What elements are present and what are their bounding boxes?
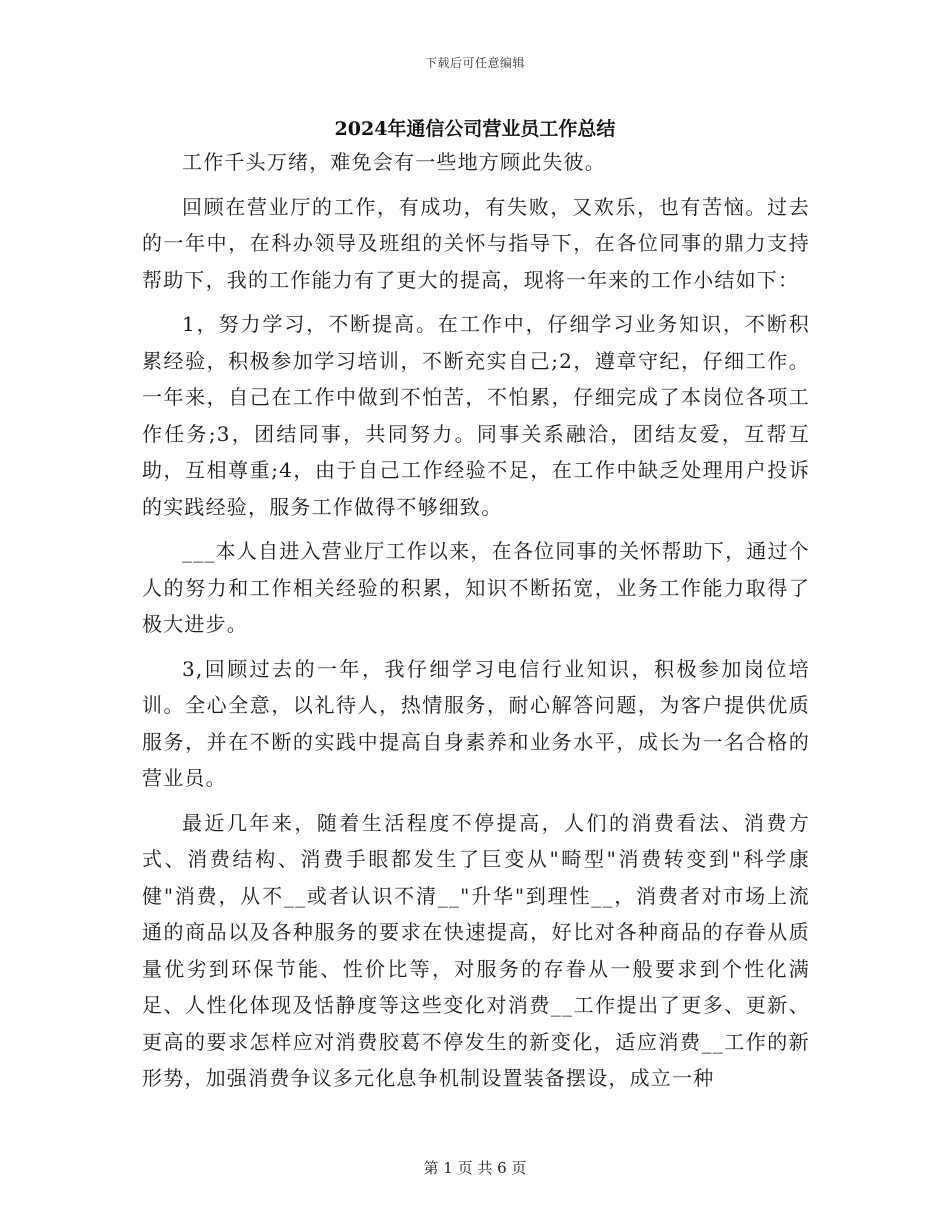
document-title: 2024年通信公司营业员工作总结 [334, 118, 616, 140]
document-body [142, 144, 810, 1105]
paragraph: 最近几年来，随着生活程度不停提高，人们的消费看法、消费方式、消费结构、消费手眼都发生了巨变从"畸型"消费转变到"科学康健"消费，从不__或者认识不清__"升华"到理性__，消费者对市场上流通的商品以及各种服务的要求在快速提高，好比对各种商品的存眷从质量优劣到环保节能、性价比等，对服务的存眷从一般要求到个性化满足、人性化体现及恬静度等这些变化对消费__工作提出了更多、更新、更高的要求怎样应对消费胶葛不停发生的新变化，适应消费__工作的新形势，加强消费争议多元化息争机制设置装备摆设，成立一种 [142, 810, 810, 1090]
page-indicator: 第 1 页 共 6 页 [423, 1159, 527, 1177]
paragraph: 3,回顾过去的一年，我仔细学习电信行业知识，积极参加岗位培训。全心全意，以礼待人，热情服务，耐心解答问题，为客户提供优质服务，并在不断的实践中提高自身素养和业务水平，成长为一名合格的营业员。 [142, 656, 810, 790]
paragraph: 1，努力学习，不断提高。在工作中，仔细学习业务知识，不断积累经验，积极参加学习培训，不断充实自己;2，遵章守纪，仔细工作。一年来，自己在工作中做到不怕苦，不怕累，仔细完成了本岗位各项工作任务;3，团结同事，共同努力。同事关系融洽，团结友爱，互帮互助，互相尊重;4，由于自己工作经验不足，在工作中缺乏处理用户投诉的实践经验，服务工作做得不够细致。 [142, 312, 810, 519]
paragraph: 回顾在营业厅的工作，有成功，有失败，又欢乐，也有苦恼。过去的一年中，在科办领导及班组的关怀与指导下，在各位同事的鼎力支持帮助下，我的工作能力有了更大的提高，现将一年来的工作小结如下： [142, 194, 810, 292]
paragraph: 工作千头万绪，难免会有一些地方顾此失彼。 [182, 150, 606, 174]
paragraph: ___本人自进入营业厅工作以来，在各位同事的关怀帮助下，通过个人的努力和工作相关经验的积累，知识不断拓宽，业务工作能力取得了极大进步。 [142, 539, 810, 636]
header-note: 下载后可任意编辑 [424, 56, 525, 70]
